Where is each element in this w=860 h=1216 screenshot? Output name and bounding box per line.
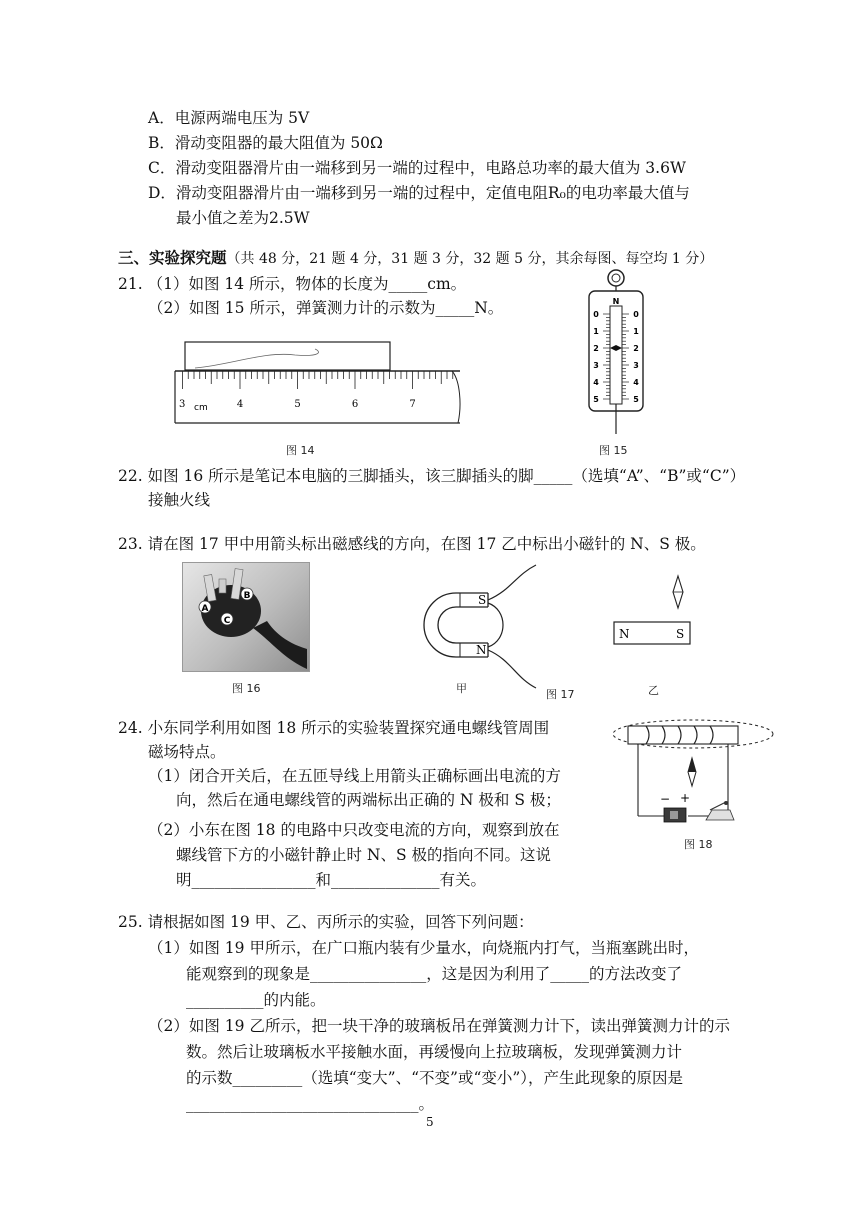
option-a: A．电源两端电压为 5V bbox=[148, 109, 310, 127]
spring-scale-label-right: 4 bbox=[633, 378, 639, 387]
q24-line4: 向，然后在通电螺线管的两端标出正确的 N 极和 S 极； bbox=[176, 791, 561, 809]
section-note: （共 48 分，21 题 4 分，31 题 3 分，32 题 5 分，其余每图、每空均 1 分） bbox=[226, 251, 714, 267]
spring-scale-label-left: 5 bbox=[593, 395, 599, 404]
q21-line2: （2）如图 15 所示，弹簧测力计的示数为_____N。 bbox=[148, 299, 504, 317]
q25-line8: ______________________________。 bbox=[186, 1095, 435, 1113]
figure-16-plug-photo bbox=[182, 562, 310, 672]
plug-pin-a: A bbox=[201, 604, 209, 614]
u-magnet-pole-s: S bbox=[478, 593, 487, 607]
figure-15-spring-scale bbox=[576, 268, 656, 436]
spring-scale-label-right: 1 bbox=[633, 327, 639, 336]
option-d-line2: 最小值之差为2.5W bbox=[176, 209, 310, 227]
q24-line6: 螺线管下方的小磁针静止时 N、S 极的指向不同。这说 bbox=[176, 846, 552, 864]
section-title: 三、实验探究题 bbox=[118, 248, 227, 267]
q25-line5: （2）如图 19 乙所示，把一块干净的玻璃板吊在弹簧测力计下，读出弹簧测力计的示 bbox=[148, 1017, 730, 1035]
plug-drawing bbox=[183, 563, 309, 671]
ruler-label-6: 6 bbox=[351, 399, 359, 410]
ruler-ticks bbox=[183, 371, 453, 389]
q21-line1: 21. （1）如图 14 所示，物体的长度为_____cm。 bbox=[118, 275, 467, 293]
q24-line7: 明________________和______________有关。 bbox=[176, 871, 487, 889]
spring-scale-label-left: 1 bbox=[593, 327, 599, 336]
spring-scale-label-left: 0 bbox=[593, 310, 599, 319]
figure-15-caption: 图 15 bbox=[599, 444, 628, 457]
spring-scale-label-right: 3 bbox=[633, 361, 639, 370]
figure-18-caption: 图 18 bbox=[684, 838, 713, 851]
figure-17-yi-bar-magnet bbox=[608, 572, 698, 652]
q24-line5: （2）小东在图 18 的电路中只改变电流的方向，观察到放在 bbox=[148, 821, 560, 839]
q24-line2: 磁场特点。 bbox=[148, 743, 226, 761]
plug-pin-b: B bbox=[243, 591, 251, 601]
q25-line2: （1）如图 19 甲所示，在广口瓶内装有少量水，向烧瓶内打气，当瓶塞跳出时， bbox=[148, 939, 699, 957]
q25-line1: 25. 请根据如图 19 甲、乙、丙所示的实验，回答下列问题： bbox=[118, 913, 534, 931]
figure-17-yi-label: 乙 bbox=[648, 684, 659, 697]
battery-minus: − bbox=[660, 792, 671, 806]
spring-scale-unit: N bbox=[612, 297, 620, 306]
spring-scale-label-left: 2 bbox=[593, 344, 599, 353]
figure-17-jia-u-magnet bbox=[396, 560, 546, 695]
figure-17-caption: 图 17 bbox=[546, 688, 575, 701]
figure-18-solenoid-circuit bbox=[608, 712, 788, 840]
ruler-label-3: 3 bbox=[179, 399, 186, 410]
u-magnet-pole-n: N bbox=[476, 643, 487, 657]
figure-17-jia-label: 甲 bbox=[456, 682, 467, 695]
spring-scale-label-right: 2 bbox=[633, 344, 639, 353]
option-b: B．滑动变阻器的最大阻值为 50Ω bbox=[148, 134, 383, 152]
ruler-label-7: 7 bbox=[409, 399, 416, 410]
figure-14-caption: 图 14 bbox=[286, 444, 315, 457]
ruler-unit: cm bbox=[194, 403, 208, 413]
q25-line3: 能观察到的现象是_______________，这是因为利用了_____的方法改变了 bbox=[186, 965, 683, 983]
figure-16-caption: 图 16 bbox=[232, 682, 261, 695]
battery-plus: + bbox=[680, 791, 691, 805]
spring-scale-label-right: 5 bbox=[633, 395, 639, 404]
section-header bbox=[118, 248, 713, 269]
figure-14-ruler bbox=[170, 335, 470, 430]
q25-line7: 的示数_________（选填“变大”、“不变”或“变小”），产生此现象的原因是 bbox=[186, 1069, 684, 1087]
option-c: C．滑动变阻器滑片由一端移到另一端的过程中，电路总功率的最大值为 3.6W bbox=[148, 159, 686, 177]
q25-line4: __________的内能。 bbox=[186, 991, 326, 1009]
bar-magnet-s: S bbox=[676, 627, 685, 641]
q22-line1: 22. 如图 16 所示是笔记本电脑的三脚插头，该三脚插头的脚_____（选填“A”、“B”或“C”） bbox=[118, 467, 746, 485]
plug-pin-c: C bbox=[223, 616, 231, 626]
ruler-label-4: 4 bbox=[236, 399, 244, 410]
ruler-label-5: 5 bbox=[294, 399, 301, 410]
q24-line3: （1）闭合开关后，在五匝导线上用箭头正确标画出电流的方 bbox=[148, 767, 561, 785]
spring-scale-label-right: 0 bbox=[633, 310, 639, 319]
option-d-line1: D．滑动变阻器滑片由一端移到另一端的过程中，定值电阻R₀的电功率最大值与 bbox=[148, 184, 690, 202]
page-number: 5 bbox=[426, 1115, 434, 1129]
spring-scale-label-left: 3 bbox=[593, 361, 599, 370]
spring-scale-label-left: 4 bbox=[593, 378, 599, 387]
q22-line2: 接触火线 bbox=[148, 491, 211, 509]
q25-line6: 数。然后让玻璃板水平接触水面，再缓慢向上拉玻璃板，发现弹簧测力计 bbox=[186, 1043, 683, 1061]
q23-line1: 23. 请在图 17 甲中用箭头标出磁感线的方向，在图 17 乙中标出小磁针的 N、S 极。 bbox=[118, 535, 706, 553]
q24-line1: 24. 小东同学利用如图 18 所示的实验装置探究通电螺线管周围 bbox=[118, 719, 550, 737]
bar-magnet-n: N bbox=[619, 627, 630, 641]
